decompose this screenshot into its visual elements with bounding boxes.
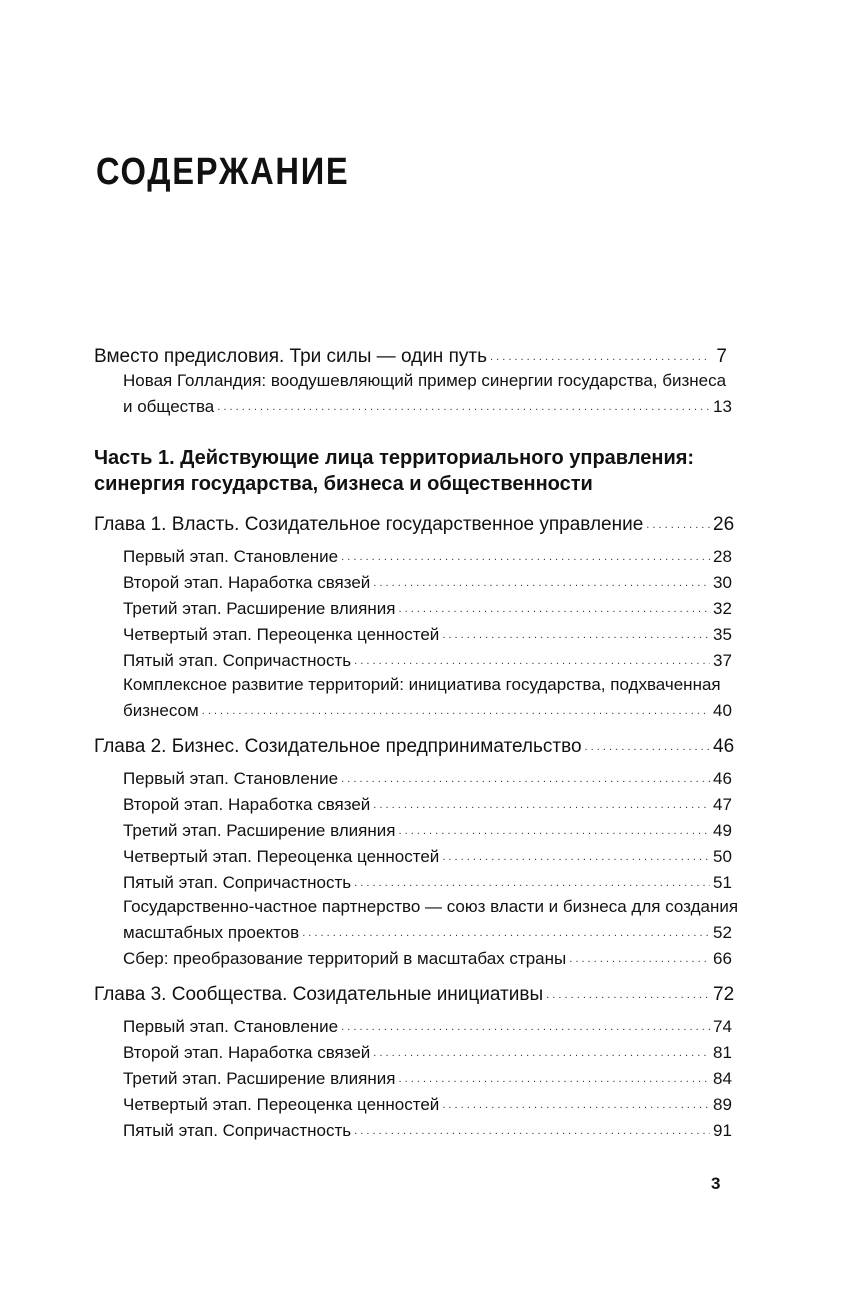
toc-entry-stage[interactable] — [94, 1039, 732, 1065]
toc-entry-page: 91 — [713, 1121, 732, 1140]
toc-entry-stage[interactable] — [94, 647, 732, 673]
dot-leader — [354, 869, 710, 895]
toc-entry-chapter-1[interactable] — [94, 511, 735, 537]
toc-entry-chapter-2[interactable] — [94, 733, 735, 759]
dot-leader — [373, 569, 710, 595]
toc-entry-sber[interactable] — [94, 945, 732, 971]
toc-entry-title: Глава 1. Власть. Созидательное государственное управление — [94, 514, 644, 535]
toc-entry-page: 26 — [713, 514, 735, 535]
toc-entry-page: 46 — [713, 769, 732, 788]
dot-leader — [341, 543, 710, 569]
dot-leader — [398, 1065, 710, 1091]
toc-entry-stage[interactable] — [94, 869, 732, 895]
toc-entry-page: 7 — [716, 346, 727, 367]
toc-entry-title: Третий этап. Расширение влияния — [123, 1069, 396, 1088]
chapter-1 — [94, 511, 735, 723]
toc-entry-stage[interactable] — [94, 1117, 732, 1143]
dot-leader — [490, 343, 710, 369]
dot-leader — [442, 843, 710, 869]
toc-entry-stage[interactable] — [94, 569, 732, 595]
toc-entry-title: Пятый этап. Сопричастность — [123, 651, 352, 670]
toc-entry-stage[interactable] — [94, 1091, 732, 1117]
toc-entry-page: 13 — [713, 397, 732, 416]
toc-entry-page: 46 — [713, 736, 735, 757]
chapter-3 — [94, 981, 735, 1143]
dot-leader — [373, 1039, 710, 1065]
toc-entry-page: 74 — [713, 1017, 732, 1036]
toc-entry-stage[interactable] — [94, 1013, 732, 1039]
toc-entry-title: Глава 3. Сообщества. Созидательные инициативы — [94, 984, 544, 1005]
toc-entry-title: Четвертый этап. Переоценка ценностей — [123, 1095, 440, 1114]
toc-entry-chapter-3[interactable] — [94, 981, 735, 1007]
toc-entry-title: Первый этап. Становление — [123, 547, 339, 566]
page-number: 3 — [711, 1174, 721, 1193]
toc-entry-title: Четвертый этап. Переоценка ценностей — [123, 847, 440, 866]
part-heading-line1: Часть 1. Действующие лица территориального управления: — [94, 447, 695, 469]
part-heading-line2: синергия государства, бизнеса и общественности — [94, 473, 593, 495]
dot-leader — [398, 817, 710, 843]
toc-entry-title-line1: Новая Голландия: воодушевляющий пример синергии государства, бизнеса — [123, 371, 727, 390]
dot-leader — [373, 791, 710, 817]
toc-entry-page: 72 — [713, 984, 735, 1005]
toc-entry-ppp[interactable] — [94, 895, 739, 945]
toc-entry-page: 89 — [713, 1095, 732, 1114]
toc-entry-stage[interactable] — [94, 621, 732, 647]
table-of-contents — [94, 343, 739, 1153]
dot-leader — [442, 621, 710, 647]
intro-section — [94, 343, 732, 419]
toc-entry-title: Второй этап. Наработка связей — [123, 795, 371, 814]
dot-leader — [398, 595, 710, 621]
toc-entry-stage[interactable] — [94, 765, 732, 791]
toc-entry-title-line2: бизнесом — [123, 701, 199, 720]
dot-leader — [341, 765, 710, 791]
dot-leader — [354, 1117, 710, 1143]
chapter-2 — [94, 733, 739, 971]
dot-leader — [217, 393, 710, 419]
toc-entry-page: 32 — [713, 599, 732, 618]
dot-leader — [585, 733, 710, 759]
toc-entry-page: 50 — [713, 847, 732, 866]
toc-entry-integrated-development[interactable] — [94, 673, 732, 723]
part-heading[interactable] — [94, 445, 727, 497]
toc-entry-title-line2: и общества — [123, 397, 215, 416]
dot-leader — [569, 945, 710, 971]
toc-entry-stage[interactable] — [94, 1065, 732, 1091]
toc-entry-title: Пятый этап. Сопричастность — [123, 1121, 352, 1140]
toc-entry-page: 47 — [713, 795, 732, 814]
dot-leader — [546, 981, 710, 1007]
toc-entry-page: 28 — [713, 547, 732, 566]
toc-entry-title: Второй этап. Наработка связей — [123, 573, 371, 592]
toc-entry-page: 81 — [713, 1043, 732, 1062]
toc-entry-new-holland[interactable] — [94, 369, 732, 419]
dot-leader — [341, 1013, 710, 1039]
toc-entry-title: Второй этап. Наработка связей — [123, 1043, 371, 1062]
dot-leader — [202, 697, 710, 723]
toc-entry-page: 84 — [713, 1069, 732, 1088]
toc-entry-title-line1: Государственно-частное партнерство — союз власти и бизнеса для создания — [123, 897, 739, 916]
toc-entry-stage[interactable] — [94, 595, 732, 621]
toc-entry-page: 49 — [713, 821, 732, 840]
toc-entry-title: Глава 2. Бизнес. Созидательное предпринимательство — [94, 736, 582, 757]
dot-leader — [302, 919, 710, 945]
page-title: СОДЕРЖАНИЕ — [96, 151, 350, 193]
toc-entry-page: 51 — [713, 873, 732, 892]
toc-entry-title: Третий этап. Расширение влияния — [123, 599, 396, 618]
toc-entry-intro[interactable] — [94, 343, 727, 369]
toc-entry-title: Первый этап. Становление — [123, 769, 339, 788]
toc-entry-title-line2: масштабных проектов — [123, 923, 300, 942]
toc-entry-title: Третий этап. Расширение влияния — [123, 821, 396, 840]
toc-entry-page: 37 — [713, 651, 732, 670]
toc-entry-title: Сбер: преобразование территорий в масштабах страны — [123, 949, 567, 968]
toc-entry-stage[interactable] — [94, 843, 732, 869]
dot-leader — [442, 1091, 710, 1117]
toc-entry-title: Четвертый этап. Переоценка ценностей — [123, 625, 440, 644]
toc-entry-stage[interactable] — [94, 817, 732, 843]
toc-entry-title: Вместо предисловия. Три силы — один путь — [94, 346, 487, 367]
toc-entry-page: 66 — [713, 949, 732, 968]
dot-leader — [354, 647, 710, 673]
toc-entry-page: 40 — [713, 701, 732, 720]
toc-entry-page: 52 — [713, 923, 732, 942]
toc-entry-stage[interactable] — [94, 791, 732, 817]
toc-entry-title: Первый этап. Становление — [123, 1017, 339, 1036]
toc-entry-title-line1: Комплексное развитие территорий: инициатива государства, подхваченная — [123, 675, 721, 694]
dot-leader — [646, 511, 710, 537]
toc-entry-page: 30 — [713, 573, 732, 592]
toc-entry-stage[interactable] — [94, 543, 732, 569]
toc-entry-title: Пятый этап. Сопричастность — [123, 873, 352, 892]
toc-entry-page: 35 — [713, 625, 732, 644]
